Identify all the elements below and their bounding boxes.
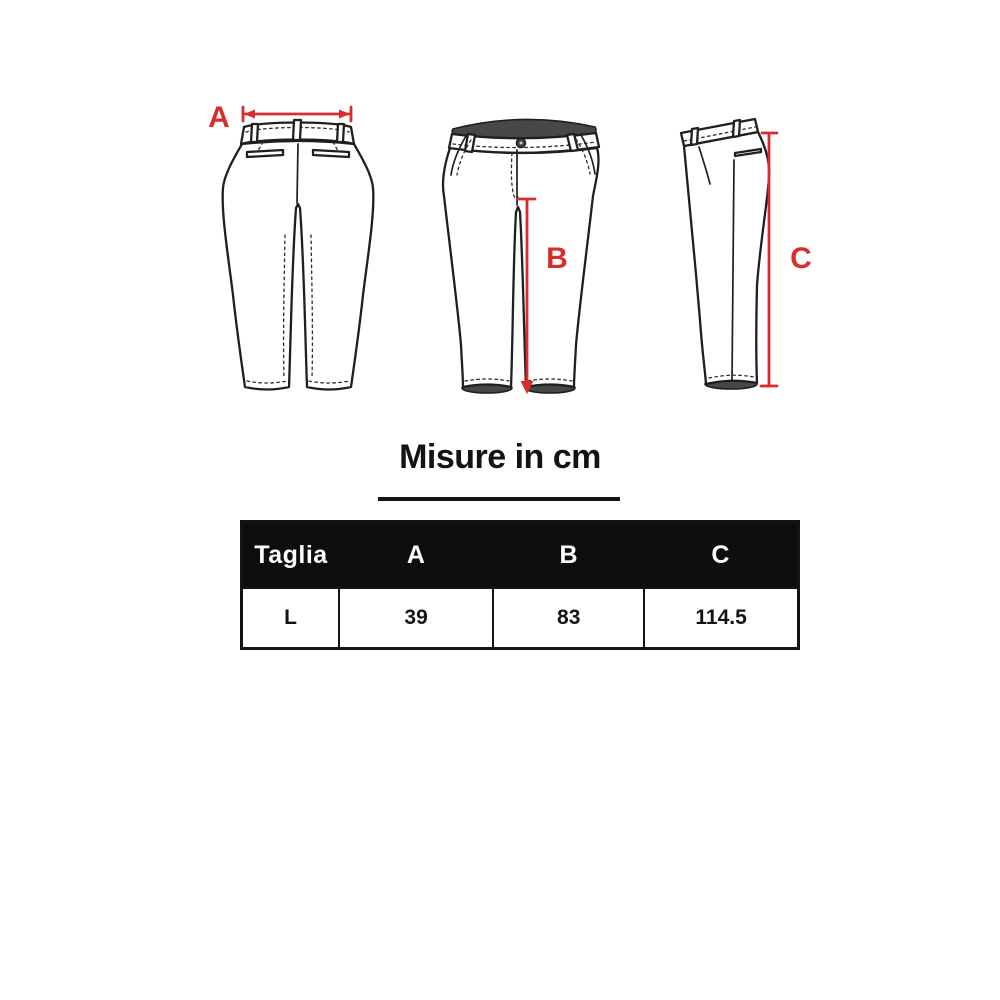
size-table-header-row xyxy=(242,522,799,589)
size-table-row-l xyxy=(242,588,799,649)
back-pocket-left xyxy=(247,150,283,157)
pants-front-outline xyxy=(443,148,599,387)
size-table-header-taglia: Taglia xyxy=(242,522,339,589)
size-cell-a: 39 xyxy=(339,588,493,649)
back-belt-loop-right xyxy=(337,124,344,142)
waist-button-hole xyxy=(520,142,523,145)
page-title: Misure in cm xyxy=(399,438,601,476)
measure-c-label: C xyxy=(790,242,812,275)
size-table-header-b: B xyxy=(493,522,644,589)
size-table xyxy=(240,520,800,650)
size-cell-taglia: L xyxy=(242,588,339,649)
back-belt-loop-left xyxy=(251,124,258,142)
side-belt-loop-left xyxy=(691,128,698,145)
size-cell-c: 114.5 xyxy=(644,588,798,649)
side-belt-loop-right xyxy=(733,120,740,137)
measure-a-label: A xyxy=(208,101,230,134)
pants-side-outline xyxy=(684,132,769,384)
pants-back-view xyxy=(208,101,373,390)
size-cell-b: 83 xyxy=(493,588,644,649)
back-pocket-right xyxy=(313,150,349,157)
pants-side-view xyxy=(681,119,812,389)
size-table-header-a: A xyxy=(339,522,493,589)
back-belt-loop-center xyxy=(293,120,301,140)
title-underline xyxy=(378,497,620,501)
center-back-seam xyxy=(297,144,298,203)
size-table-header-c: C xyxy=(644,522,798,589)
measure-b-label: B xyxy=(546,242,568,275)
pants-front-view xyxy=(443,119,599,394)
size-guide-illustration xyxy=(0,0,1000,430)
